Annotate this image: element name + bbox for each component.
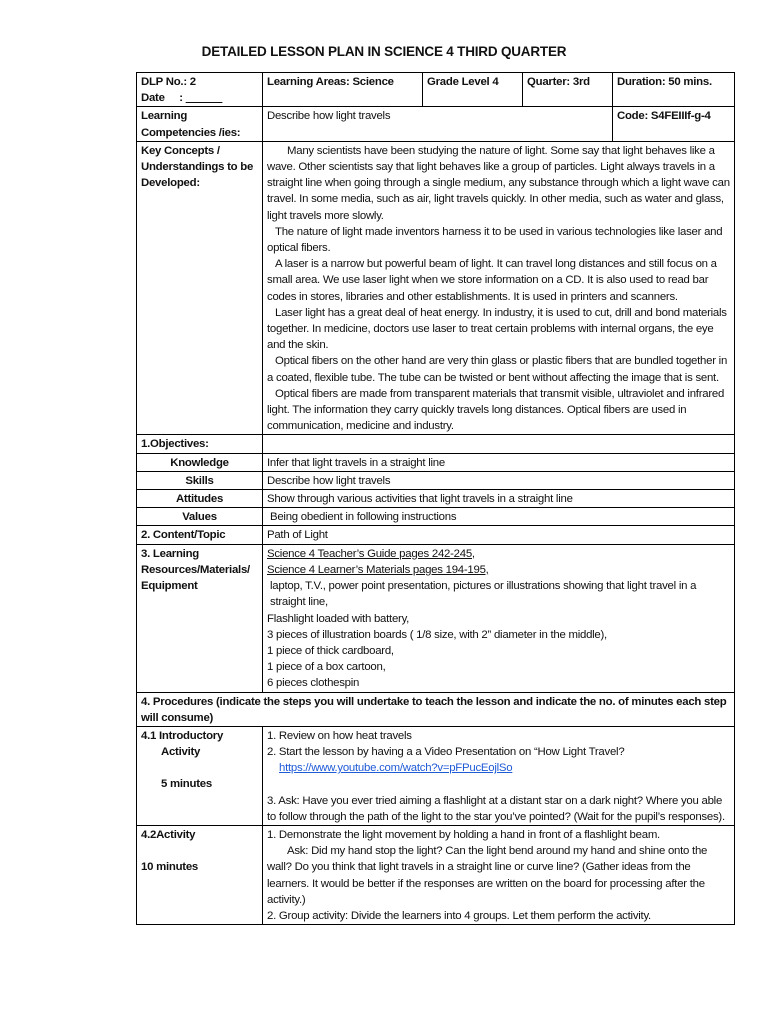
activity-step: Ask: Did my hand stop the light? Can the light bend around my hand and shine onto the wall? Do you think that light travels in a straight line or curve line? (Gather ideas from the learners. It would be better if the responses are written on the board for processing after the activity.) xyxy=(267,845,708,906)
skills-text: Describe how light travels xyxy=(263,471,735,489)
intro-activity-label: 4.1 Introductory Activity 5 minutes xyxy=(137,726,263,825)
concept-paragraph: Optical fibers are made from transparent materials that transmit visible, ultraviolet and infrared light. The information they carry quickly travels long distances. Optical fibers are used in communication, medicine and industry. xyxy=(267,387,725,433)
date-blank: ______ xyxy=(185,92,223,105)
competency-text: Describe how light travels xyxy=(263,107,613,141)
intro-activity-row xyxy=(137,726,735,825)
document-title: DETAILED LESSON PLAN IN SCIENCE 4 THIRD QUARTER xyxy=(201,44,567,59)
resources-label: 3. Learning Resources/Materials/ Equipment xyxy=(137,544,263,692)
concept-paragraph: The nature of light made inventors harness it to be used in various technologies like laser and optical fibers. xyxy=(267,225,723,255)
procedures-label: 4. Procedures (indicate the steps you will undertake to teach the lesson and indicate the no. of minutes each step will consume) xyxy=(137,692,735,726)
values-label: Values xyxy=(137,508,263,526)
intro-minutes: 5 minutes xyxy=(161,778,212,791)
date-field: Date : ______ xyxy=(141,92,223,105)
learning-areas: Learning Areas: Science xyxy=(263,73,423,107)
duration: Duration: 50 mins. xyxy=(613,73,735,107)
skills-row xyxy=(137,471,735,489)
activity-body xyxy=(263,825,735,924)
competency-label: Learning Competencies /ies: xyxy=(137,107,263,141)
attitudes-row xyxy=(137,490,735,508)
key-concepts-label: Key Concepts / Understandings to be Developed: xyxy=(137,141,263,435)
dlp-number: DLP No.: 2 xyxy=(141,76,196,88)
resources-row xyxy=(137,544,735,692)
procedures-header-row xyxy=(137,692,735,726)
lesson-plan-table xyxy=(136,72,735,925)
content-label: 2. Content/Topic xyxy=(137,526,263,544)
resources-list xyxy=(263,544,735,692)
grade-level: Grade Level 4 xyxy=(423,73,523,107)
content-text: Path of Light xyxy=(263,526,735,544)
concept-paragraph: Laser light has a great deal of heat energy. In industry, it is used to cut, drill and bond materials together. In medicine, doctors use laser to treat certain problems with internal organs, the eye and the skin. xyxy=(267,306,727,352)
attitudes-label: Attitudes xyxy=(137,490,263,508)
key-concepts-body xyxy=(263,141,735,435)
resource-item: 1 piece of a box cartoon, xyxy=(267,661,386,674)
knowledge-label: Knowledge xyxy=(137,453,263,471)
activity-row xyxy=(137,825,735,924)
header-row xyxy=(137,73,735,107)
concept-paragraph: Optical fibers on the other hand are very thin glass or plastic fibers that are bundled together in a coated, flexible tube. The tube can be twisted or bent without affecting the image that is sent. xyxy=(267,355,728,384)
resource-item: 1 piece of thick cardboard, xyxy=(267,644,394,657)
intro-step: 1. Review on how heat travels xyxy=(267,729,412,742)
skills-label: Skills xyxy=(137,471,263,489)
competency-code: Code: S4FEIIIf-g-4 xyxy=(613,107,735,141)
concept-paragraph: A laser is a narrow but powerful beam of light. It can travel long distances and still focus on a small area. We use laser light when we store information on a CD. It is also used to read bar codes in stores, libraries and other establishments. It is used in printers and scanners. xyxy=(267,258,717,303)
activity-step: 1. Demonstrate the light movement by holding a hand in front of a flashlight beam. xyxy=(267,828,660,841)
attitudes-text: Show through various activities that light travels in a straight line xyxy=(263,490,735,508)
objectives-row xyxy=(137,435,735,453)
resource-item: Flashlight loaded with battery, xyxy=(267,612,410,625)
content-row xyxy=(137,526,735,544)
intro-step: 2. Start the lesson by having a a Video Presentation on “How Light Travel? xyxy=(267,746,625,759)
resource-item: laptop, T.V., power point presentation, pictures or illustrations showing that light travel in a straight line, xyxy=(270,580,697,609)
resource-item: Science 4 Teacher’s Guide pages 242-245, xyxy=(267,547,475,560)
activity-minutes: 10 minutes xyxy=(141,861,199,874)
intro-activity-body xyxy=(263,726,735,825)
resource-item: Science 4 Learner’s Materials pages 194-195, xyxy=(267,563,489,576)
values-row xyxy=(137,508,735,526)
knowledge-text: Infer that light travels in a straight line xyxy=(263,453,735,471)
activity-label: 4.2Activity 10 minutes xyxy=(137,825,263,924)
video-link[interactable]: https://www.youtube.com/watch?v=pFPucEojlSo xyxy=(279,762,513,775)
quarter: Quarter: 3rd xyxy=(523,73,613,107)
objectives-label: 1.Objectives: xyxy=(137,435,263,453)
resource-item: 3 pieces of illustration boards ( 1/8 size, with 2” diameter in the middle), xyxy=(267,628,607,641)
resource-item: 6 pieces clothespin xyxy=(267,677,360,690)
activity-step: 2. Group activity: Divide the learners into 4 groups. Let them perform the activity. xyxy=(267,909,651,922)
knowledge-row xyxy=(137,453,735,471)
values-text: Being obedient in following instructions xyxy=(263,508,735,526)
intro-step: 3. Ask: Have you ever tried aiming a flashlight at a distant star on a dark night? Where you able to follow through the path of the light to the star you’ve pointed? (Wait for the pupil’s responses). xyxy=(267,794,725,823)
key-concepts-row xyxy=(137,141,735,435)
dlp-cell xyxy=(137,73,263,107)
concept-paragraph: Many scientists have been studying the nature of light. Some say that light behaves like a wave. Other scientists say that light behaves like a group of particles. Light always travels in a straight line when going through a single medium, any substance through which a light wave can travel. In some media, such as air, light travels quickly. In other media, such as water and glass, light travels more slowly. xyxy=(267,144,730,222)
competency-row xyxy=(137,107,735,141)
